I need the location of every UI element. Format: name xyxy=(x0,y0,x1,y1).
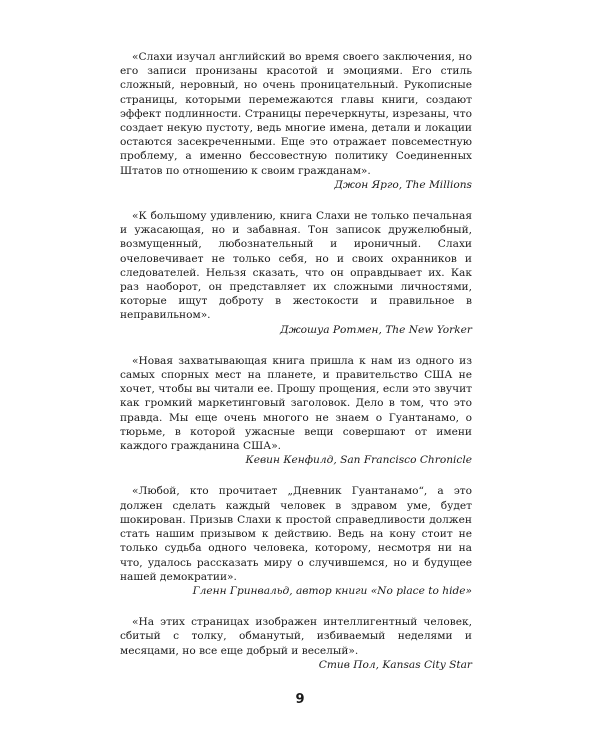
review-quote: «Слахи изучал английский во время своего заключения, но его записи пронизаны красотой и эмоциями. Его стиль сложный, неровный, но очень проницательный. Рукописные страницы, которыми перемежаются главы книги, создают эффект подлинности. Страницы перечеркнуты, изрезаны, что создает некую пустоту, ведь многие имена, детали и локации остаются засекреченными. Еще это отражает повсеместную проблему, а именно бессовестную политику Соединенных Штатов по отношению к своим гражданам». xyxy=(120,51,472,177)
page-number: 9 xyxy=(295,692,305,707)
review-quote: «Новая захватывающая книга пришла к нам из одного из самых спорных мест на планете, и правительство США не хочет, чтобы вы читали ее. Прошу прощения, если это звучит как громкий маркетинговый заголовок. Дело в том, что это правда. Мы еще очень многого не знаем о Гуантанамо, о тюрьме, в которой ужасные вещи совершают от имени каждого гражданина США». xyxy=(120,354,472,453)
review-quote: «Любой, кто прочитает „Дневник Гуантанамо“, а это должен сделать каждый человек в здравом уме, будет шокирован. Призыв Слахи к простой справедливости должен стать нашим призывом к действию. Ведь на кону стоит не только судьба одного человека, которому, несмотря ни на что, удалось рассказать миру о случившемся, но и будущее нашей демократии». xyxy=(120,485,472,583)
review-quote: «На этих страницах изображен интеллигентный человек, сбитый с толку, обманутый, избиваемый неделями и месяцами, но все еще добрый и веселый». xyxy=(120,616,472,657)
reviews-column xyxy=(120,50,472,672)
review-attribution: Кевин Кенфилд, San Francisco Chronicle xyxy=(245,454,472,467)
review-attribution: Джон Ярго, The Millions xyxy=(334,178,472,191)
review-quote: «К большому удивлению, книга Слахи не только печальная и ужасающая, но и забавная. Тон записок дружелюбный, возмущенный, любознательный и ироничный. Слахи очеловечивает не только себя, но и своих охранников и следователей. Нельзя сказать, что он оправдывает их. Как раз наоборот, он представляет их сложными личностями, которые ищут доброту в жестокости и правильное в неправильном». xyxy=(120,210,472,322)
review-attribution: Джошуа Ротмен, The New Yorker xyxy=(280,323,472,336)
review-attribution: Стив Пол, Kansas City Star xyxy=(318,658,472,671)
review-attribution: Гленн Гринвальд, автор книги «No place to hide» xyxy=(192,584,472,597)
